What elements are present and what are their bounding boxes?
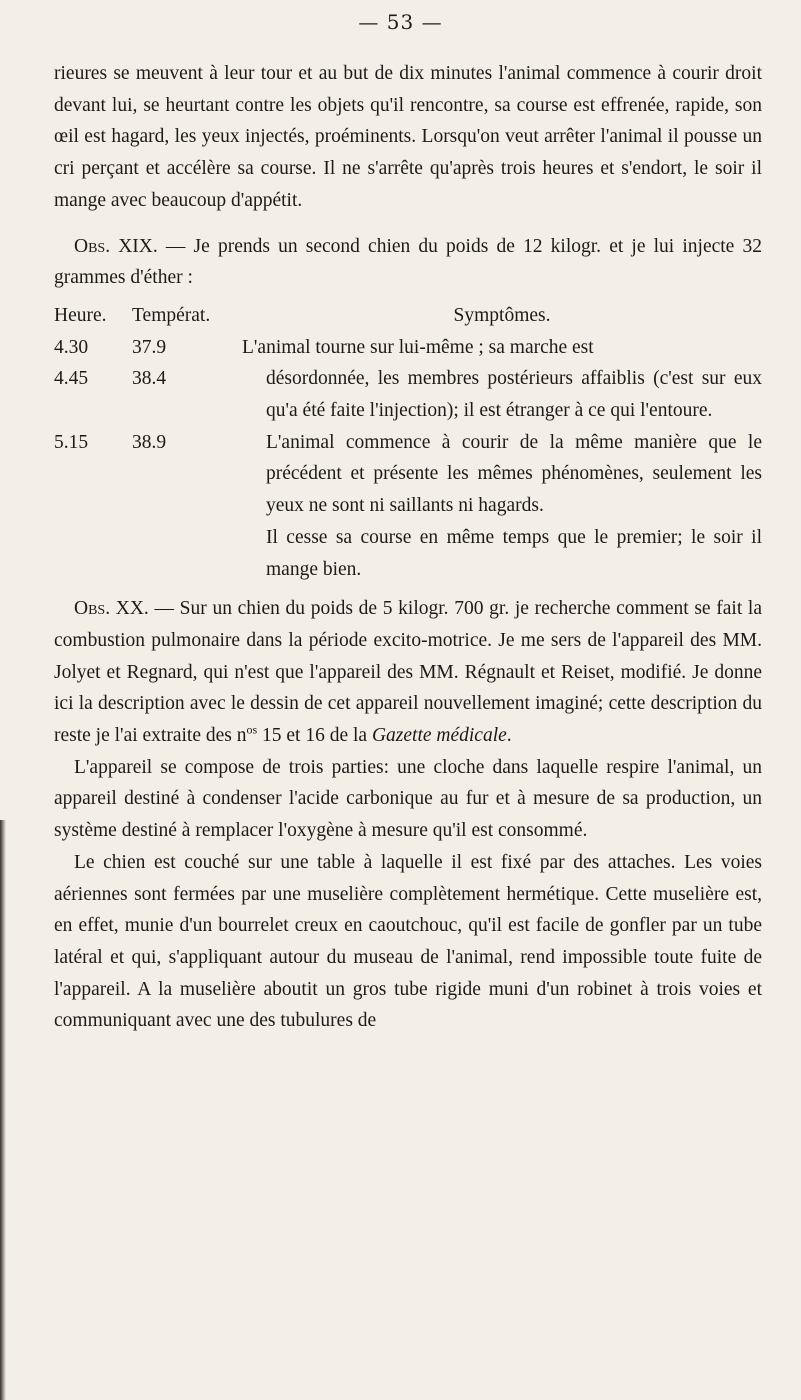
col-header-symptomes: Symptômes. [453, 304, 551, 326]
table-row [54, 332, 762, 364]
table-row [54, 427, 762, 522]
cell-temperature [132, 522, 242, 585]
table-row [54, 363, 762, 426]
paragraph-obs-20 [54, 593, 762, 752]
cell-symptomes: L'animal tourne sur lui-même ; sa marche est [242, 336, 594, 358]
cell-temperature: 38.4 [132, 368, 167, 390]
col-header-temperature: Températ. [132, 304, 211, 326]
obs-20-text-b: 15 et 16 de la [257, 725, 372, 747]
cell-heure: 4.45 [54, 368, 89, 390]
observation-table [54, 300, 762, 585]
cell-heure [54, 522, 132, 585]
paragraph-chien: Le chien est couché sur une table à laquelle il est fixé par des attaches. Les voies aériennes sont fermées par une muselière complètement hermétique. Cette muselière est, en effet, munie d'un bourrelet creux en caoutchouc, qu'il est facile de gonfler par un tube latéral et qui, s'appliquant autour du museau de l'animal, rend impossible toute fuite de l'appareil. A la muselière aboutit un gros tube rigide muni d'un robinet à trois voies et communiquant avec une des tubulures de [54, 851, 762, 1032]
obs-19-text: — Je prends un second chien du poids de 12 kilogr. et je lui injecte 32 grammes d'éther : [54, 235, 762, 289]
obs-20-text-c: . [506, 725, 512, 747]
cell-symptomes-text: désordonnée, les membres postérieurs affaiblis (c'est sur eux qu'a été faite l'injection); il est étranger à ce qui l'entoure. [266, 368, 762, 422]
obs-20-label: Obs. XX. [74, 598, 149, 620]
cell-symptomes [242, 522, 762, 585]
paragraph-appareil: L'appareil se compose de trois parties: une cloche dans laquelle respire l'animal, un appareil destiné à condenser l'acide carbonique au fur et à mesure de sa production, un système destiné à remplacer l'oxygène à mesure qu'il est consommé. [54, 756, 762, 842]
table-row [54, 522, 762, 585]
page-body [54, 58, 762, 1037]
cell-symptomes-text: Il cesse sa course en même temps que le premier; le soir il mange bien. [266, 526, 762, 580]
obs-20-text-a: — Sur un chien du poids de 5 kilogr. 700 gr. je recherche comment se fait la combustion pulmonaire dans la période excito-motrice. Je me sers de l'appareil des MM. Jolyet et Regnard, qui n'est que l'appareil des MM. Régnault et Reiset, modifié. Je donne ici la description avec le dessin de cet appareil nouvellement imaginé; cette description du reste je l'ai extraite des n [54, 598, 762, 747]
page-binding-shadow [0, 820, 6, 1400]
obs-20-superscript: os [246, 722, 258, 737]
paragraph-intro: rieures se meuvent à leur tour et au but de dix minutes l'animal commence à courir droit devant lui, se heurtant contre les objets qu'il rencontre, sa course est effrenée, rapide, son œil est hagard, les yeux injectés, proéminents. Lorsqu'on veut arrêter l'animal il pousse un cri perçant et accélère sa course. Il ne s'arrête qu'après trois heures et s'endort, le soir il mange avec beaucoup d'appétit. [54, 63, 762, 211]
cell-symptomes [242, 427, 762, 522]
cell-temperature: 38.9 [132, 431, 167, 453]
cell-heure: 4.30 [54, 336, 89, 358]
cell-heure: 5.15 [54, 431, 89, 453]
table-header-row [54, 300, 762, 332]
cell-symptomes-text: L'animal commence à courir de la même manière que le précédent et présente les mêmes phénomènes, seulement les yeux ne sont ni saillants ni hagards. [266, 431, 762, 517]
cell-temperature: 37.9 [132, 336, 167, 358]
journal-title: Gazette médicale [371, 725, 507, 747]
cell-symptomes [242, 363, 762, 426]
obs-19-label: Obs. XIX. [74, 235, 158, 257]
page-number: — 53 — [358, 10, 443, 34]
paragraph-obs-19 [54, 231, 762, 294]
col-header-heure: Heure. [54, 304, 107, 326]
